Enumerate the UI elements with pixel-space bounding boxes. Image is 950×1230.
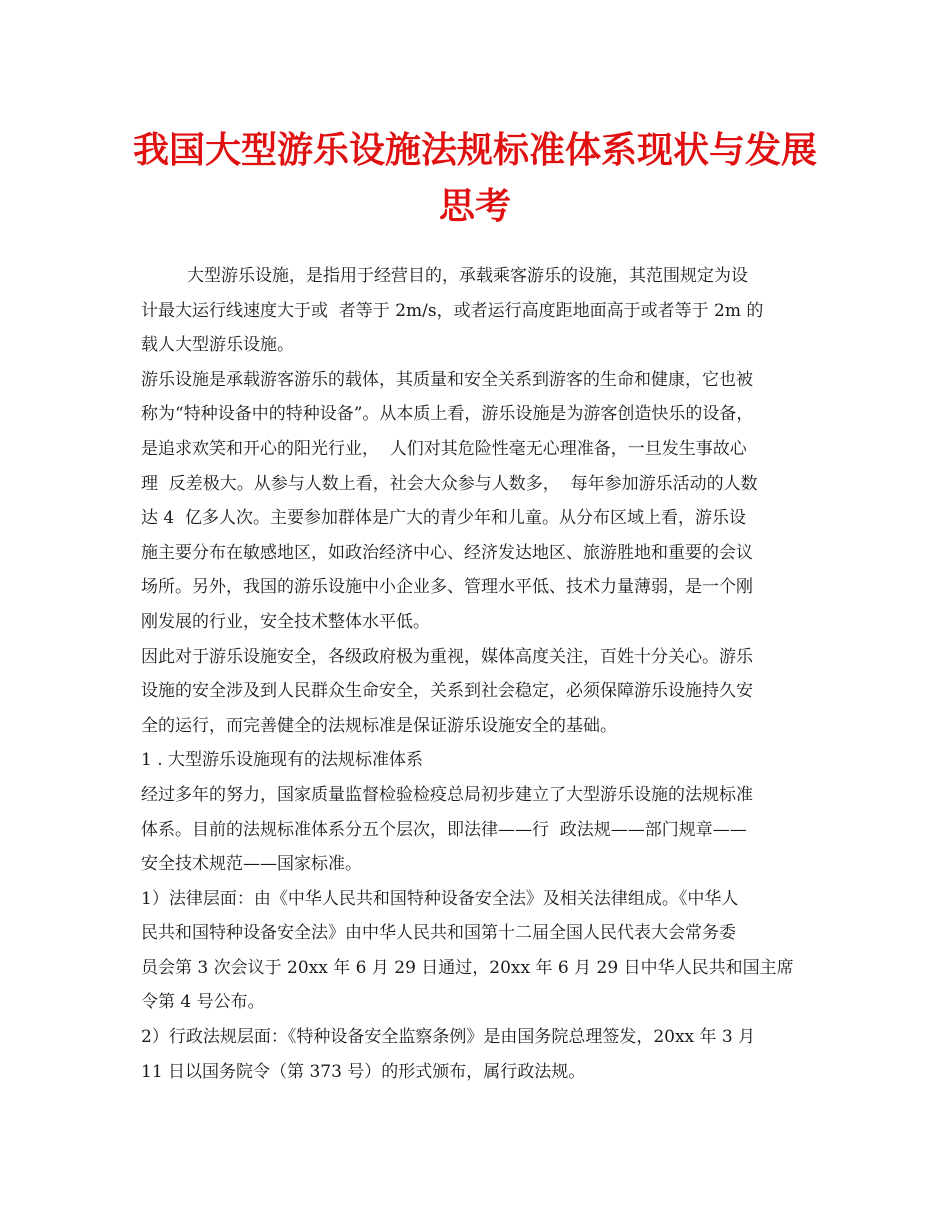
paragraph-line: 达 4 亿多人次。主要参加群体是广大的青少年和儿童。从分布区域上看，游乐设 bbox=[141, 508, 747, 529]
paragraph-line: 民共和国特种设备安全法》由中华人民共和国第十二届全国人民代表大会常务委 bbox=[141, 923, 736, 944]
paragraph-line: 1）法律层面：由《中华人民共和国特种设备安全法》及相关法律组成。《中华人 bbox=[141, 888, 739, 909]
paragraph-line: 体系。目前的法规标准体系分五个层次，即法律——行 政法规——部门规章—— bbox=[141, 819, 747, 840]
paragraph-line: 2）行政法规层面：《特种设备安全监察条例》是由国务院总理签发，20xx 年 3 月 bbox=[141, 1027, 756, 1048]
paragraph-line: 是追求欢笑和开心的阳光行业， 人们对其危险性毫无心理准备，一旦发生事故心 bbox=[141, 438, 747, 459]
paragraph-line: 设施的安全涉及到人民群众生命安全，关系到社会稳定，必须保障游乐设施持久安 bbox=[141, 681, 753, 702]
paragraph-line: 全的运行，而完善健全的法规标准是保证游乐设施安全的基础。 bbox=[141, 715, 617, 736]
paragraph-line: 员会第 3 次会议于 20xx 年 6 月 29 日通过，20xx 年 6 月 29 日中华人民共和国主席 bbox=[141, 957, 794, 978]
paragraph-line: 载人大型游乐设施。 bbox=[141, 335, 294, 356]
paragraph-line: 经过多年的努力，国家质量监督检验检疫总局初步建立了大型游乐设施的法规标准 bbox=[141, 784, 753, 805]
paragraph-line: 施主要分布在敏感地区，如政治经济中心、经济发达地区、旅游胜地和重要的会议 bbox=[141, 542, 753, 563]
paragraph-line: 游乐设施是承载游客游乐的载体，其质量和安全关系到游客的生命和健康，它也被 bbox=[141, 369, 753, 390]
paragraph-line: 11 日以国务院令（第 373 号）的形式颁布，属行政法规。 bbox=[141, 1061, 586, 1082]
section-heading: 1 . 大型游乐设施现有的法规标准体系 bbox=[141, 750, 424, 771]
document-title bbox=[100, 122, 850, 234]
paragraph-line: 称为“特种设备中的特种设备”。从本质上看，游乐设施是为游客创造快乐的设备， bbox=[141, 404, 754, 425]
paragraph-line: 场所。另外，我国的游乐设施中小企业多、管理水平低、技术力量薄弱，是一个刚 bbox=[141, 577, 753, 598]
paragraph-line: 刚发展的行业，安全技术整体水平低。 bbox=[141, 611, 430, 632]
paragraph-line: 理 反差极大。从参与人数上看，社会大众参与人数多， 每年参加游乐活动的人数 bbox=[141, 473, 758, 494]
paragraph-line: 令第 4 号公布。 bbox=[141, 992, 265, 1013]
paragraph-line: 安全技术规范——国家标准。 bbox=[141, 854, 362, 875]
paragraph-line: 计最大运行线速度大于或 者等于 2m/s，或者运行高度距地面高于或者等于 2m 的 bbox=[141, 300, 764, 321]
title-line-2: 思考 bbox=[438, 185, 511, 227]
document-body bbox=[141, 259, 821, 1089]
paragraph-line: 因此对于游乐设施安全，各级政府极为重视，媒体高度关注，百姓十分关心。游乐 bbox=[141, 646, 753, 667]
paragraph-line: 大型游乐设施，是指用于经营目的，承载乘客游乐的设施，其范围规定为设 bbox=[187, 266, 748, 286]
title-line-1: 我国大型游乐设施法规标准体系现状与发展 bbox=[132, 129, 817, 171]
